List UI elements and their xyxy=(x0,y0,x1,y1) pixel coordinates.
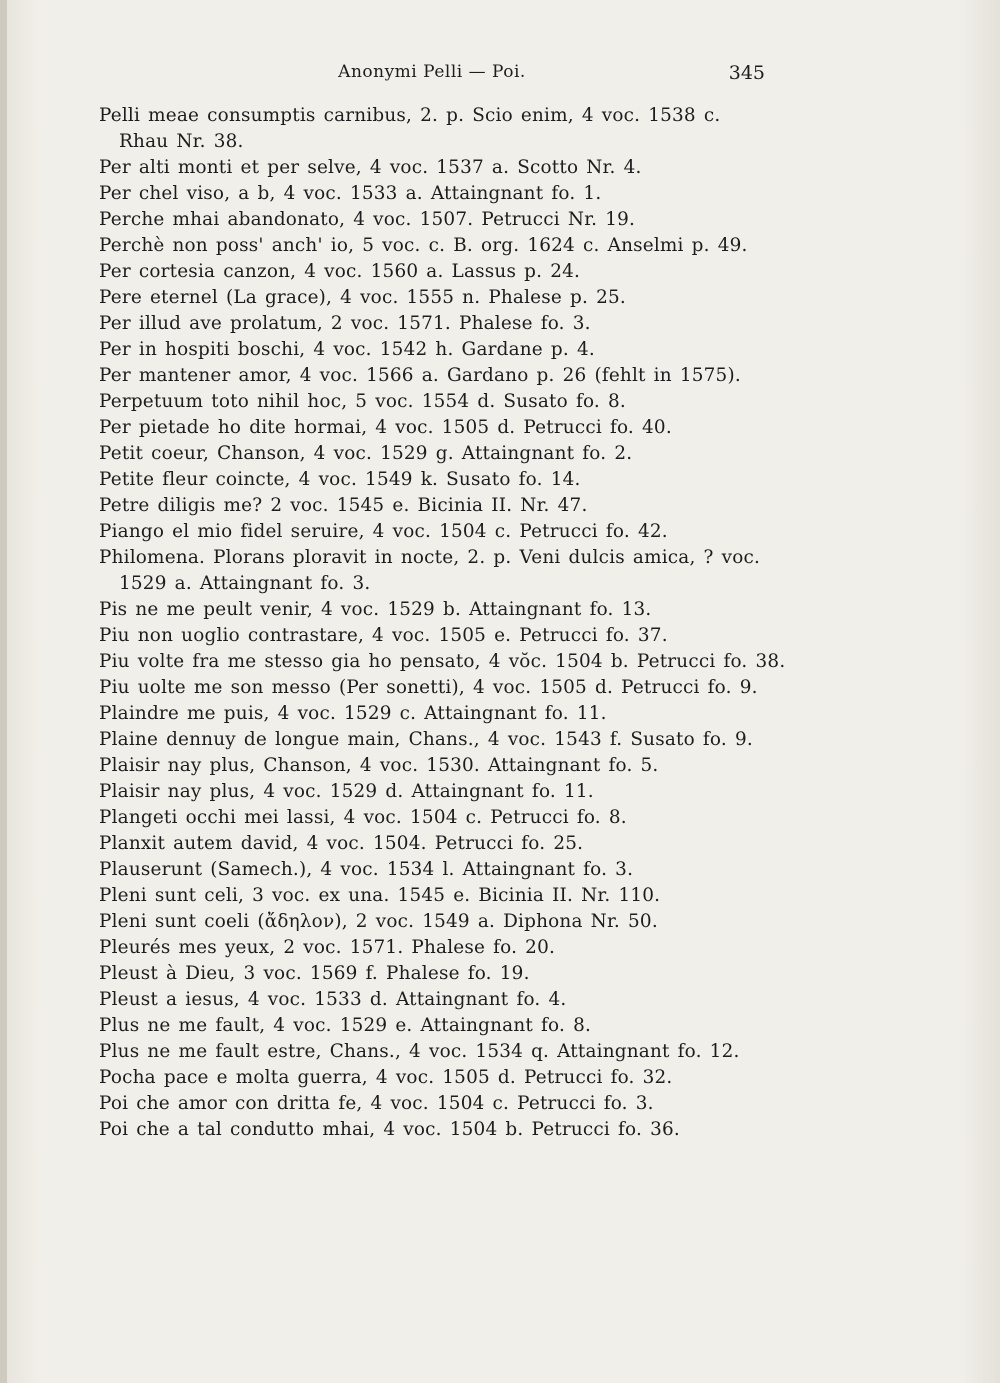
index-entry-text: Pis ne me peult venir, 4 voc. 1529 b. Attaingnant fo. 13. xyxy=(99,599,652,620)
index-entry xyxy=(99,389,779,415)
index-entry xyxy=(99,675,779,701)
index-entry xyxy=(99,1091,779,1117)
index-entry-text: Petite fleur coincte, 4 voc. 1549 k. Susato fo. 14. xyxy=(99,469,581,490)
index-entry xyxy=(99,467,779,493)
index-entry xyxy=(99,259,779,285)
index-entry-text: Piango el mio fidel seruire, 4 voc. 1504 c. Petrucci fo. 42. xyxy=(99,521,668,542)
index-entry-continuation: 1529 a. Attaingnant fo. 3. xyxy=(119,573,371,594)
index-entry xyxy=(99,207,779,233)
index-entry xyxy=(99,883,779,909)
running-head: Anonymi Pelli — Poi. xyxy=(338,62,526,82)
index-entry xyxy=(99,155,779,181)
index-entry xyxy=(99,779,779,805)
index-entry xyxy=(99,337,779,363)
index-entry-text: Piu volte fra me stesso gia ho pensato, 4 vŏc. 1504 b. Petrucci fo. 38. xyxy=(99,651,786,672)
index-entry-text: Per in hospiti boschi, 4 voc. 1542 h. Gardane p. 4. xyxy=(99,339,595,360)
index-entry-text: Per alti monti et per selve, 4 voc. 1537 a. Scotto Nr. 4. xyxy=(99,157,642,178)
index-entry-text: Piu uolte me son messo (Per sonetti), 4 voc. 1505 d. Petrucci fo. 9. xyxy=(99,677,758,698)
page-header xyxy=(99,62,765,90)
index-entry xyxy=(99,831,779,857)
index-entry xyxy=(99,987,779,1013)
index-entry xyxy=(99,1039,779,1065)
index-entry-text: Per mantener amor, 4 voc. 1566 a. Gardano p. 26 (fehlt in 1575). xyxy=(99,365,741,386)
index-entry-text: Perchè non poss' anch' io, 5 voc. c. B. org. 1624 c. Anselmi p. 49. xyxy=(99,235,748,256)
index-entry-text: Plaindre me puis, 4 voc. 1529 c. Attaingnant fo. 11. xyxy=(99,703,607,724)
index-entry xyxy=(99,311,779,337)
index-entry-text: Pleust à Dieu, 3 voc. 1569 f. Phalese fo. 19. xyxy=(99,963,530,984)
index-entry xyxy=(99,1013,779,1039)
index-entry xyxy=(99,753,779,779)
index-entry-text: Per pietade ho dite hormai, 4 voc. 1505 d. Petrucci fo. 40. xyxy=(99,417,672,438)
index-entry-text: Philomena. Plorans ploravit in nocte, 2. p. Veni dulcis amica, ? voc. xyxy=(99,547,761,568)
index-entry xyxy=(99,519,779,545)
index-entry-continuation: Rhau Nr. 38. xyxy=(119,131,244,152)
index-entry xyxy=(99,233,779,259)
index-entry-text: Per illud ave prolatum, 2 voc. 1571. Phalese fo. 3. xyxy=(99,313,591,334)
index-entry-text: Pleni sunt celi, 3 voc. ex una. 1545 e. Bicinia II. Nr. 110. xyxy=(99,885,661,906)
index-entry xyxy=(99,1065,779,1091)
index-entry-list xyxy=(99,103,786,1143)
index-entry xyxy=(99,623,779,649)
index-entry-text: Planxit autem david, 4 voc. 1504. Petrucci fo. 25. xyxy=(99,833,584,854)
index-entry-text: Piu non uoglio contrastare, 4 voc. 1505 e. Petrucci fo. 37. xyxy=(99,625,668,646)
index-entry xyxy=(99,727,779,753)
index-entry-text: Plus ne me fault estre, Chans., 4 voc. 1534 q. Attaingnant fo. 12. xyxy=(99,1041,740,1062)
index-entry-text: Pleust a iesus, 4 voc. 1533 d. Attaingnant fo. 4. xyxy=(99,989,567,1010)
index-entry xyxy=(99,1117,779,1143)
index-entry-text: Pere eternel (La grace), 4 voc. 1555 n. Phalese p. 25. xyxy=(99,287,626,308)
page-number: 345 xyxy=(728,62,765,84)
index-entry-text: Plaine dennuy de longue main, Chans., 4 voc. 1543 f. Susato fo. 9. xyxy=(99,729,753,750)
index-entry-text: Perpetuum toto nihil hoc, 5 voc. 1554 d. Susato fo. 8. xyxy=(99,391,626,412)
index-entry xyxy=(99,805,779,831)
index-entry xyxy=(99,415,779,441)
index-entry-text: Per cortesia canzon, 4 voc. 1560 a. Lassus p. 24. xyxy=(99,261,581,282)
index-entry-text: Poi che amor con dritta fe, 4 voc. 1504 c. Petrucci fo. 3. xyxy=(99,1093,654,1114)
index-entry xyxy=(99,363,779,389)
index-entry xyxy=(99,285,779,311)
index-entry-text: Pleni sunt coeli (ἄδηλον), 2 voc. 1549 a. Diphona Nr. 50. xyxy=(99,911,658,932)
index-entry-text: Plus ne me fault, 4 voc. 1529 e. Attaingnant fo. 8. xyxy=(99,1015,592,1036)
index-entry-text: Pleurés mes yeux, 2 voc. 1571. Phalese fo. 20. xyxy=(99,937,556,958)
index-entry xyxy=(99,441,779,467)
index-entry xyxy=(99,701,779,727)
index-entry-text: Plaisir nay plus, 4 voc. 1529 d. Attaingnant fo. 11. xyxy=(99,781,594,802)
index-entry xyxy=(99,545,779,597)
index-entry xyxy=(99,597,779,623)
index-entry-text: Plauserunt (Samech.), 4 voc. 1534 l. Attaingnant fo. 3. xyxy=(99,859,634,880)
index-entry xyxy=(99,935,779,961)
index-entry xyxy=(99,181,779,207)
index-entry xyxy=(99,103,779,155)
page-edge-shadow xyxy=(0,0,7,1383)
index-entry-text: Petit coeur, Chanson, 4 voc. 1529 g. Attaingnant fo. 2. xyxy=(99,443,633,464)
index-entry xyxy=(99,649,786,675)
index-entry xyxy=(99,961,779,987)
index-entry xyxy=(99,909,779,935)
index-entry-text: Poi che a tal condutto mhai, 4 voc. 1504 b. Petrucci fo. 36. xyxy=(99,1119,680,1140)
index-entry-text: Plaisir nay plus, Chanson, 4 voc. 1530. Attaingnant fo. 5. xyxy=(99,755,659,776)
index-entry-text: Plangeti occhi mei lassi, 4 voc. 1504 c. Petrucci fo. 8. xyxy=(99,807,627,828)
index-entry xyxy=(99,857,779,883)
index-entry-text: Perche mhai abandonato, 4 voc. 1507. Petrucci Nr. 19. xyxy=(99,209,636,230)
index-entry-text: Per chel viso, a b, 4 voc. 1533 a. Attaingnant fo. 1. xyxy=(99,183,602,204)
index-entry xyxy=(99,493,779,519)
index-entry-text: Pocha pace e molta guerra, 4 voc. 1505 d. Petrucci fo. 32. xyxy=(99,1067,673,1088)
index-entry-text: Pelli meae consumptis carnibus, 2. p. Scio enim, 4 voc. 1538 c. xyxy=(99,105,721,126)
index-entry-text: Petre diligis me? 2 voc. 1545 e. Bicinia II. Nr. 47. xyxy=(99,495,588,516)
